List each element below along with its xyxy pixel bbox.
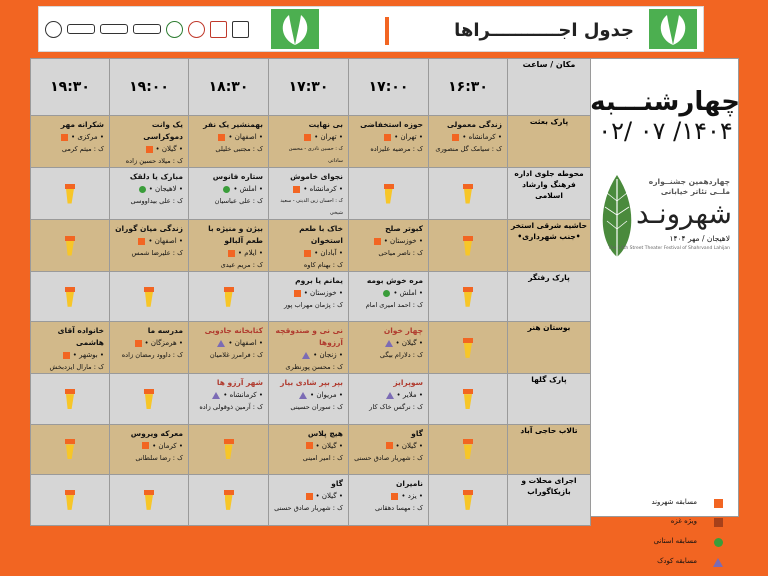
performance-director: ک : شهریار صادق حسنی — [354, 453, 423, 462]
performance-city-line — [273, 349, 343, 361]
performance-director: ک : میثم کرمی — [61, 145, 104, 153]
performance-info — [269, 220, 348, 271]
performance-cell — [110, 220, 189, 272]
performance-title: بیژن و منیژه با طعم آلبالو — [208, 224, 263, 245]
performance-city: • کرمان • — [152, 441, 183, 450]
performance-director: ک : مریم عیدی — [220, 261, 263, 269]
festival-name: شهرونـد — [635, 197, 732, 230]
university-logo-icon — [45, 21, 62, 38]
performance-director: ک : آرمین ذوقولی زاده — [199, 403, 263, 412]
time-header: ۱۹:۳۰ — [31, 59, 110, 116]
performance-city: • آبادان • — [314, 249, 343, 257]
performance-info — [189, 220, 268, 271]
performance-cell — [110, 168, 189, 220]
performance-city: • اصفهان • — [228, 339, 263, 348]
performance-city-line — [353, 440, 423, 452]
performance-info — [189, 116, 268, 155]
festival-line-2: ملــی تئاتر خیابانی — [660, 187, 730, 196]
performance-director: ک : مرضیه علیزاده — [370, 145, 423, 153]
performance-director: ک : فرامرز غلامیان — [209, 351, 263, 360]
time-header: ۱۷:۳۰ — [269, 59, 349, 116]
performance-info — [349, 272, 428, 311]
title-divider — [385, 17, 389, 45]
place-label: تالاب حاجی آباد — [508, 424, 591, 474]
performance-title: زندگی میان گوران — [115, 224, 183, 233]
performance-city: • گیلان • — [395, 441, 423, 450]
performance-cell — [349, 220, 429, 272]
performance-cell — [349, 374, 429, 424]
performance-city-line — [353, 337, 423, 349]
performance-director: ک : علی عباسیان — [214, 197, 263, 205]
green-circle-icon — [714, 538, 723, 547]
performance-title: شهر آرزو ها — [216, 378, 263, 388]
performance-city-line — [273, 440, 343, 452]
performance-city: • املش • — [233, 185, 263, 193]
schedule-row — [31, 475, 591, 525]
performance-city: • کرمانشاه • — [462, 133, 502, 141]
mini-flag-icon — [463, 490, 473, 510]
purple-triangle-icon — [302, 352, 310, 359]
performance-info — [349, 116, 428, 155]
empty-slot — [429, 475, 508, 525]
empty-slot — [31, 220, 110, 272]
orange-square-icon — [63, 352, 70, 359]
performance-info — [269, 425, 348, 464]
schedule-row — [31, 424, 591, 474]
performance-director: ک : مارال ایزدبخش — [49, 363, 104, 372]
orange-square-icon — [714, 499, 723, 508]
performance-director: ک : دلارام بیگی — [379, 351, 423, 360]
performance-title: ستاره فانوس — [212, 172, 263, 181]
time-header: ۱۶:۳۰ — [429, 59, 508, 116]
mini-flag-icon — [224, 490, 234, 510]
performance-title: شکرانه مهر — [60, 120, 104, 129]
mini-flag-icon — [224, 439, 234, 459]
mini-flag-icon — [463, 439, 473, 459]
performance-director: ک : احسان زین الدینی - سعید شیخی — [280, 198, 343, 216]
place-label: حاشیه شرقی استخر •جنب شهرداری• — [508, 220, 591, 272]
performance-director: ک : نرگس خاک کار — [369, 403, 423, 412]
performance-cell — [110, 424, 189, 474]
performance-title: نی نی و صندوقچه آرزوها — [275, 326, 343, 348]
legend-label: مسابقه شهروند — [651, 498, 697, 506]
performance-director: ک : بهنام کاوه — [303, 261, 343, 269]
performance-city-line — [193, 389, 263, 401]
side-panel — [590, 58, 740, 565]
performance-director: ک : رضا سلطانی — [135, 453, 183, 462]
mini-flag-icon — [65, 236, 75, 256]
performance-city: • اصفهان • — [228, 133, 263, 141]
mini-flag-icon — [65, 287, 75, 307]
performance-title: گاو — [331, 479, 343, 489]
calligraphy-logo-icon — [133, 24, 161, 34]
performance-director: ک : مهسا دهقانی — [375, 504, 423, 513]
performance-cell — [31, 322, 110, 374]
empty-slot — [110, 374, 189, 424]
performance-cell — [269, 475, 349, 525]
performance-city: • کرمانشاه • — [303, 185, 343, 193]
green-circle-icon — [139, 186, 146, 193]
performance-title: یک وانت دموکراسی — [143, 120, 183, 141]
empty-slot — [429, 168, 508, 220]
time-header: ۱۸:۳۰ — [189, 59, 269, 116]
legend-item — [599, 516, 729, 530]
performance-title: خانواده آقای هاشمی — [57, 326, 104, 348]
purple-triangle-icon — [713, 558, 723, 567]
performance-title: نامیران — [396, 479, 423, 489]
performance-title: مره خوش بومه — [366, 276, 423, 285]
mini-flag-icon — [65, 490, 75, 510]
performance-city: • کرمانشاه • — [223, 391, 263, 400]
legend-label: مسابقه استانی — [653, 537, 697, 545]
day-name: چهارشنـــبه — [590, 87, 740, 117]
empty-slot — [189, 424, 269, 474]
empty-slot — [31, 475, 110, 525]
performance-director: ک : حسین نادری - محسن ساداتی — [288, 146, 343, 164]
performance-cell — [349, 475, 429, 525]
orange-square-icon — [218, 134, 225, 141]
municipality-logo-icon — [166, 21, 183, 38]
orange-square-icon — [391, 493, 398, 500]
empty-slot — [31, 272, 110, 322]
performance-city-line — [35, 131, 104, 143]
performance-info — [189, 168, 268, 207]
date: ۱۴۰۴/ ۰۷ /۰۲ — [598, 117, 733, 145]
emblem-logo-icon — [210, 21, 227, 38]
performance-cell — [269, 116, 349, 168]
performance-cell — [189, 322, 269, 374]
mini-flag-icon — [463, 389, 473, 409]
legend-item — [599, 536, 729, 550]
orange-square-icon — [146, 146, 153, 153]
schedule-row — [31, 272, 591, 322]
performance-title: چهار خوان — [383, 326, 423, 336]
performance-info — [349, 374, 428, 413]
performance-city: • خوزستان • — [303, 289, 343, 297]
header-bar — [38, 6, 704, 52]
performance-cell — [110, 116, 189, 168]
orange-square-icon — [304, 250, 311, 257]
green-circle-icon — [223, 186, 230, 193]
performance-city-line — [273, 247, 343, 259]
performance-director: ک : میلاد حسین زاده — [125, 157, 183, 165]
place-label: پارک بعثت — [508, 116, 591, 168]
performance-city: • گیلان • — [315, 441, 343, 450]
purple-triangle-icon — [385, 340, 393, 347]
performance-city: • خوزستان • — [383, 237, 423, 245]
performance-info — [110, 168, 188, 207]
mini-flag-icon — [224, 287, 234, 307]
performance-city-line — [193, 337, 263, 349]
performance-info — [31, 322, 109, 373]
performance-city: • تهران • — [314, 133, 343, 141]
orange-square-icon — [293, 186, 300, 193]
performance-cell — [429, 116, 508, 168]
sponsor-logos — [45, 16, 285, 42]
performance-title: بی نهایت — [308, 120, 343, 129]
orange-square-icon — [294, 290, 301, 297]
schedule-row — [31, 116, 591, 168]
time-header: ۱۹:۰۰ — [110, 59, 189, 116]
mini-flag-icon — [144, 490, 154, 510]
mini-flag-icon — [463, 236, 473, 256]
orange-square-icon — [142, 442, 149, 449]
performance-title: سوپرایز — [393, 378, 423, 388]
performance-title: زندگی معمولی — [446, 120, 502, 129]
performance-info — [269, 322, 348, 373]
empty-slot — [31, 168, 110, 220]
orange-square-icon — [304, 134, 311, 141]
mini-flag-icon — [463, 287, 473, 307]
place-label: محوطه جلوی اداره فرهنگ وارشاد اسلامی — [508, 168, 591, 220]
leaf-icon — [649, 9, 697, 49]
performance-city: • املش • — [393, 289, 423, 297]
performance-city-line — [114, 143, 183, 155]
performance-city: • گیلان • — [155, 145, 183, 153]
performance-city-line — [193, 247, 263, 259]
performance-title: هیچ پلاس — [307, 428, 343, 438]
place-label: پارک رفتگر — [508, 272, 591, 322]
legend-item — [599, 556, 729, 570]
festival-city: لاهیجان / مهر ۱۴۰۴ — [669, 234, 730, 243]
time-header: ۱۷:۰۰ — [349, 59, 429, 116]
performance-director: ک : مجتبی خلیلی — [215, 145, 263, 153]
mini-flag-icon — [144, 287, 154, 307]
orange-square-icon — [306, 442, 313, 449]
performance-city-line — [273, 490, 343, 502]
performance-cell — [349, 116, 429, 168]
performance-cell — [349, 424, 429, 474]
orange-square-icon — [61, 134, 68, 141]
legend-label: ویژه غزه — [670, 517, 697, 525]
performance-cell — [269, 322, 349, 374]
orange-square-icon — [452, 134, 459, 141]
performance-city: • بوشهر • — [72, 351, 104, 360]
performance-city: • ایلام • — [237, 249, 263, 257]
place-label: بوستان هنر — [508, 322, 591, 374]
performance-city-line — [353, 131, 423, 143]
empty-slot — [110, 272, 189, 322]
performance-cell — [269, 272, 349, 322]
performance-info — [349, 322, 428, 361]
performance-director: ک : ناصر میاحی — [378, 249, 423, 257]
performance-city: • ملایر • — [396, 391, 423, 400]
mini-flag-icon — [384, 184, 394, 204]
mini-flag-icon — [65, 389, 75, 409]
performance-city: • یزد • — [401, 492, 423, 501]
mini-flag-icon — [463, 338, 473, 358]
performance-info — [269, 374, 348, 413]
performance-title: مدرسه ما — [147, 326, 183, 336]
orange-square-icon — [138, 238, 145, 245]
performance-director: ک : احمد امیری امام — [365, 301, 423, 309]
performance-city-line — [353, 235, 423, 247]
performance-info — [110, 425, 188, 464]
performance-title: خاک با طعم استخوان — [299, 224, 343, 245]
performance-title: یمانم یا بروم — [295, 276, 343, 285]
empty-slot — [429, 322, 508, 374]
performance-info — [189, 374, 268, 413]
leaf-icon — [271, 9, 319, 49]
empty-slot — [429, 424, 508, 474]
performance-info — [349, 475, 428, 514]
orange-square-icon — [135, 340, 142, 347]
festival-subtitle — [649, 177, 730, 197]
performance-cell — [189, 168, 269, 220]
place-label: پارک گلها — [508, 374, 591, 424]
performance-city-line — [273, 287, 343, 299]
schedule-row — [31, 322, 591, 374]
place-label: اجرای محلات و بازیکاگوراب — [508, 475, 591, 525]
empty-slot — [31, 374, 110, 424]
festival-line-1: چهاردهمین جشنــواره — [648, 177, 730, 186]
performance-cell — [349, 322, 429, 374]
page-title: جدول اجـــــــــــرا‌ها — [454, 20, 634, 41]
schedule-row — [31, 220, 591, 272]
performance-title: بهمنشیر یک نفر — [203, 120, 263, 129]
performance-cell — [31, 116, 110, 168]
performance-title: گاو — [411, 428, 423, 438]
orange-square-icon — [306, 493, 313, 500]
performance-director: ک : سوران حسینی — [290, 403, 343, 412]
sponsor-wordmark-icon — [100, 24, 128, 34]
performance-city: • مریوان • — [310, 391, 343, 400]
empty-slot — [349, 168, 429, 220]
schedule-row — [31, 374, 591, 424]
performance-info — [349, 425, 428, 464]
performance-director: ک : امیر امینی — [302, 453, 343, 462]
performance-title: بپر بپر شادی بیار — [280, 378, 343, 388]
performance-cell — [269, 168, 349, 220]
schedule-table — [30, 58, 590, 517]
performance-city-line — [193, 183, 263, 195]
performance-info — [110, 116, 188, 167]
empty-slot — [429, 374, 508, 424]
council-logo-icon — [188, 21, 205, 38]
performance-director: ک : پژمان مهراب پور — [283, 301, 343, 309]
performance-director: ک : علیرضا شمس — [131, 249, 183, 257]
empty-slot — [189, 475, 269, 525]
purple-triangle-icon — [386, 392, 394, 399]
corner-header: مکان / ساعت — [508, 59, 591, 116]
performance-info — [349, 220, 428, 259]
performance-cell — [269, 374, 349, 424]
performance-info — [429, 116, 507, 155]
performance-city-line — [353, 389, 423, 401]
performance-city-line — [35, 349, 104, 361]
purple-triangle-icon — [299, 392, 307, 399]
performance-director: ک : داوود رمضان زاده — [121, 351, 183, 360]
empty-slot — [429, 220, 508, 272]
performance-title: کتابخانه جادویی — [204, 326, 263, 336]
purple-triangle-icon — [212, 392, 220, 399]
performance-city: • تهران • — [394, 133, 423, 141]
purple-triangle-icon — [217, 340, 225, 347]
performance-cell — [189, 374, 269, 424]
performance-city: • گیلان • — [395, 339, 423, 348]
orange-square-icon — [384, 134, 391, 141]
performance-city-line — [114, 440, 183, 452]
header-row — [31, 59, 591, 116]
performance-title: حوزه استخفاضی — [360, 120, 423, 129]
performance-cell — [269, 220, 349, 272]
performance-info — [269, 168, 348, 219]
ministry-logo-icon — [232, 21, 249, 38]
performance-city: • لاهیجان • — [148, 185, 183, 193]
performance-city-line — [353, 490, 423, 502]
performance-city-line — [273, 183, 343, 195]
empty-slot — [31, 424, 110, 474]
performance-cell — [269, 424, 349, 474]
performance-city: • مرکزی • — [71, 133, 104, 141]
performance-title: کبوتر صلح — [385, 224, 423, 233]
sponsor-wordmark-icon — [67, 24, 95, 34]
performance-city-line — [433, 131, 502, 143]
empty-slot — [189, 272, 269, 322]
festival-english: The 14th Street Theater Festival of Shahrvand Lahijan — [608, 246, 730, 251]
mini-flag-icon — [463, 184, 473, 204]
performance-cell — [189, 116, 269, 168]
performance-title: نجوای خاموش — [290, 172, 343, 181]
legend-item — [599, 497, 729, 511]
performance-cell — [349, 272, 429, 322]
performance-director: ک : سیامک گل منصوری — [435, 145, 502, 153]
performance-info — [189, 322, 268, 361]
performance-director: ک : علی بیداووسی — [130, 197, 183, 205]
performance-cell — [110, 322, 189, 374]
mini-flag-icon — [65, 184, 75, 204]
performance-city: • هرمزگان • — [144, 339, 183, 348]
performance-info — [31, 116, 109, 155]
performance-title: معرکه ویروس — [130, 428, 183, 438]
mini-flag-icon — [65, 439, 75, 459]
performance-city: • اصفهان • — [148, 237, 183, 245]
orange-square-icon — [386, 442, 393, 449]
performance-city-line — [114, 235, 183, 247]
green-circle-icon — [383, 290, 390, 297]
performance-city: • گیلان • — [315, 492, 343, 501]
performance-city-line — [273, 131, 343, 143]
performance-info — [110, 220, 188, 259]
performance-info — [269, 272, 348, 311]
performance-city-line — [114, 337, 183, 349]
orange-square-icon — [374, 238, 381, 245]
empty-slot — [429, 272, 508, 322]
performance-director: ک : محسن پورنظری — [285, 363, 343, 372]
brown-square-icon — [714, 518, 723, 527]
mini-flag-icon — [144, 389, 154, 409]
performance-info — [269, 475, 348, 514]
performance-info — [269, 116, 348, 167]
orange-square-icon — [228, 250, 235, 257]
performance-city-line — [114, 183, 183, 195]
performance-title: مبارک یا دلقک — [129, 172, 183, 181]
legend-label: مسابقه کودک — [657, 557, 697, 565]
performance-city-line — [193, 131, 263, 143]
schedule-row — [31, 168, 591, 220]
performance-cell — [189, 220, 269, 272]
empty-slot — [110, 475, 189, 525]
performance-city-line — [353, 287, 423, 299]
performance-city: • زنجان • — [313, 351, 343, 360]
performance-director: ک : شهریار صادق حسنی — [274, 504, 343, 513]
performance-info — [110, 322, 188, 361]
performance-city-line — [273, 389, 343, 401]
